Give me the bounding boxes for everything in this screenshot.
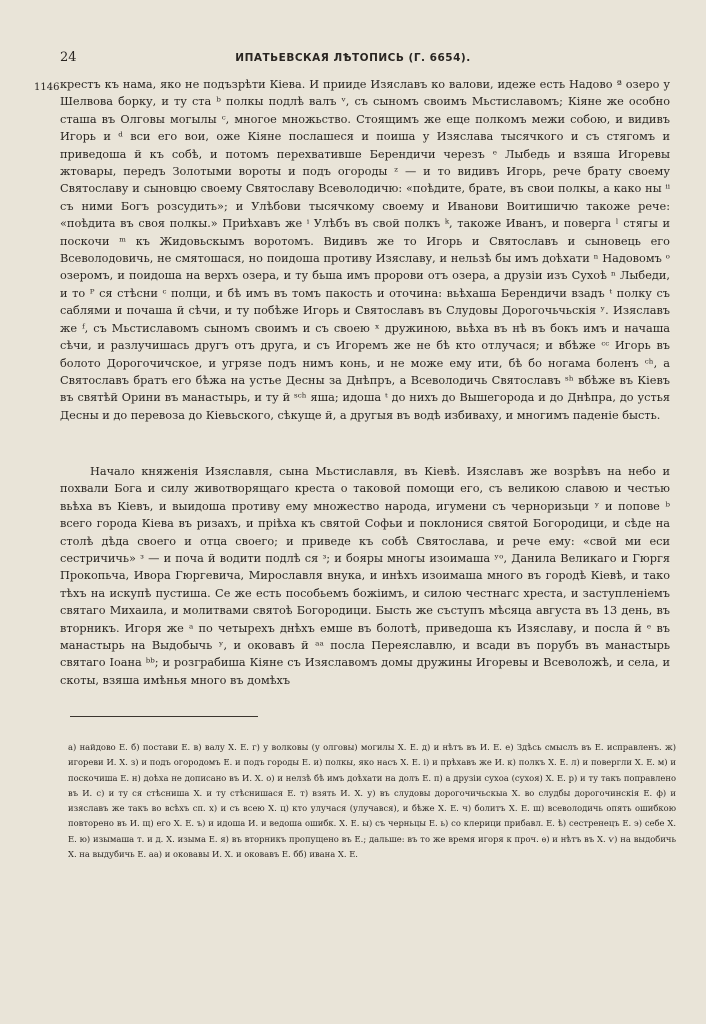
paragraph: крестъ къ нама, яко не подъзрѣти Кіева. И прииде Изяславъ ко валови, идеже есть Надово ª озеро у Шелвова борку, и ту ста ᵇ полкы подлѣ валъ ᵛ, съ сыномъ своимъ Мьстиславомъ; Кіяне же особно сташа въ Олговы могылы ᶜ, многое множьство. Стоящимъ же еще полкомъ межи собою, и видивъ Игорь и ᵈ вси его вои, оже Кіяне послашеся и поиша у Изяслава тысячкого и съ стягомъ и приведоша й къ собѣ, и потомъ перехвативше Берендичи черезъ ᵉ Лыбедь и взяша Игоревы жтовары, передъ Золотыми вороты и подъ огороды ᶻ — и то видивъ Игорь, рече брату своему Святославу и сыновцю своему Святославу Всеволодичю: «поѣдите, брате, въ свои полкы, а како ны ⁱⁱ съ ними Богъ розсудить»; и Улѣбови тысячкому своему и Иванови Воитишичю такоже рече: «поѣдита въ своя полкы.» Приѣхавъ же ⁱ Улѣбъ въ свой полкъ ᵏ, такоже Иванъ, и поверга ˡ стягы и поскочи ᵐ къ Жидовьскымъ воротомъ. Видивъ же то Игорь и Святославъ и сыновець его Всеволодовичь, не смятошася, но поидоша противу Изяславу, и нельзѣ бы имъ доѣхати ⁿ Надовомъ ᵒ озеромъ, и поидоша на верхъ озера, и ту бьша имъ пророви отъ озера, а друзіи изъ Сухоѣ ⁿ Лыбеди, и то ᴾ ся стѣсни ᶜ полци, и бѣ имъ въ томъ пакость и оточина: вьѣхаша Берендичи взадъ ᵗ полку съ саблями и почаша й сѣчи, и ту побѣже Игорь и Святославъ въ Слудовы Дорогочьчьскія ʸ. Изяславъ же ᶠ, съ Мьстиславомъ сыномъ своимъ и съ своею ˣ дружиною, вьѣха въ нѣ въ бокъ имъ и начаша сѣчи, и разлучишась другъ отъ друга, и съ Игоремъ же не бѣ кто отлучася; и вбѣже ᶜᶜ Игорь въ болото Дорогочичское, и угрязе подъ нимъ конь, и не може ему ити, бѣ бо ногама боленъ ᶜʰ, а Святославъ братъ его бѣжа на устье Десны за Днѣпръ, а Всеволодичь Святославъ ˢʰ вбѣже въ Кіевъ въ святѣй Орини въ манастырь, и ту й ˢᶜʰ яша; идоша ᵗ до нихъ до Вышегорода и до Днѣпра, до устья Десны и до перевоза до Кіевьского, сѣкуще й, а другыя въ водѣ избиваху, и многимъ паденіе бысть. xyxy=(60,78,670,422)
year-marginal-note: 1146 xyxy=(34,82,60,93)
paragraph: Начало княженія Изяславля, сына Мьстиславля, въ Кіевѣ. Изяславъ же возрѣвъ на небо и похвали Бога и силу животворящаго креста о таковой помощи его, съ великою славою и честью вьѣха въ Кіевъ, и выидоша противу ему множество народа, игумени съ черноризьци ʸ и попове ᵇ всего города Кіева въ ризахъ, и пріѣха къ святой Софьи и поклонися святой Богородици, и сѣде на столѣ дѣда своего и отца своего; и приведе къ собѣ Святослава, и рече ему: «свой ми еси сестричичь» ᵌ — и поча й водити подлѣ ся ᵌ; и бояры многы изоимаша ʸᵒ, Данила Великаго и Гюргя Прокопьча, Ивора Гюргевича, Мирославля внука, и инѣхъ изоимаша много въ городѣ Кіевѣ, и тако тѣхъ на искупѣ пустиша. Се же есть пособьемъ божіимъ, и силою честнагс хреста, и заступленіемъ святаго Михаила, и молитвами святоѣ Богородици. Бысть же съступъ мѣсяца августа въ 13 день, въ вторникъ. Игоря же ᵃ по четырехъ днѣхъ емше въ болотѣ, приведоша къ Изяславу, и посла й ᵉ въ манастырь на Выдобычь ʸ, и оковавъ й ᵃᵃ посла Переяславлю, и всади въ порубъ въ манастырь святаго Іоана ᵇᵇ; и розграбиша Кіяне съ Изяславомъ домы дружины Игоревы и Всеволожѣ, и села, и скоты, взяша имѣнья много въ домѣхъ xyxy=(60,465,670,687)
chronicle-title: ИПАТЬЕВСКАЯ ЛѢТОПИСЬ (Г. 6654). xyxy=(235,52,471,64)
footnotes: а) найдово Е. б) постави Е. в) валу Х. Е. г) у волковы (у олговы) могилы Х. Е. д) и нѣтъ въ И. Е. е) Здѣсь смыслъ въ Е. исправленъ. ж) игореви И. Х. з) и подъ огородомъ Е. и подъ городы Е. и) полкы, яко насъ Х. Е. і) и прѣхавъ же И. к) полкъ Х. Е. л) и повергли Х. Е. м) и поскочиша Е. н) доѣха не дописано въ И. Х. о) и нелзѣ бѣ имъ доѣхати на долъ Е. п) а друзіи сухоа (сухоя) Х. Е. р) и ту такъ поправлено въ И. с) и ту ся стѣснишa Х. и ту стѣснишася Е. т) взять И. Х. у) въ слудовы дорогочичьскыа Х. во слудбы дорогочинскія Е. ф) и изяславъ же такъ во всѣхъ сп. х) и съ всею Х. ц) кто улучася (улучався), и бѣже Х. Е. ч) болитъ Х. Е. ш) всеволодичь опять ошибкою повторено въ И. щ) его Х. Е. ъ) и идоша И. и ведоша ошибк. Х. Е. ы) съ черньцы Е. ь) со клерици прибавл. Е. ѣ) сестренецъ Е. э) себе Х. Е. ю) изымаша т. и д. Х. изыма Е. я) въ вторникъ пропущено въ Е.; дальше: въ то же время игоря к проч. ѳ) и нѣтъ въ Х. ѵ) на выдобичь Х. на выдубичь Е. аа) и оковавы И. Х. и оковавъ Е. бб) ивана Х. Е. xyxy=(68,742,676,860)
footnote-divider xyxy=(70,716,258,717)
page-number: 24 xyxy=(60,50,77,65)
running-header xyxy=(60,50,646,68)
